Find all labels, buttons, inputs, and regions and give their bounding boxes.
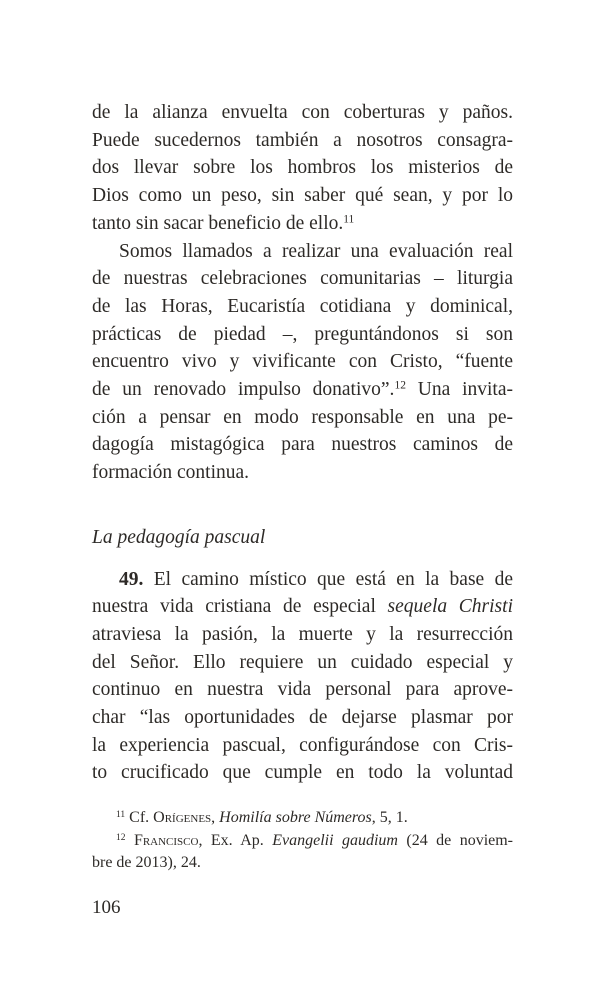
text-line [92, 830, 513, 853]
text-line [92, 348, 513, 376]
text-segment: Evangelii gaudium [272, 831, 398, 849]
text-line [92, 621, 513, 649]
paragraph-3 [92, 566, 513, 788]
text-segment: , [211, 809, 220, 826]
paragraph-1 [92, 99, 513, 238]
text-line [92, 127, 513, 155]
text-line [92, 807, 513, 830]
text-segment: de la alianza envuelta con coberturas y paños. [92, 102, 513, 123]
text-segment: ción a pensar en modo responsable en una pe- [92, 406, 513, 428]
text-line [92, 524, 513, 552]
footnotes-block [92, 807, 513, 875]
footnote-reference: 11 [116, 810, 126, 820]
text-line [92, 759, 513, 787]
text-line [92, 566, 513, 594]
text-segment: tanto sin sacar beneficio de ello. [92, 212, 344, 234]
text-segment: Dios como un peso, sin saber qué sean, y por lo [92, 185, 513, 207]
text-segment: , 5, 1. [371, 809, 408, 826]
text-segment: prácticas de piedad –, preguntándonos si son [92, 323, 513, 345]
text-line [92, 154, 513, 182]
text-segment: atraviesa la pasión, la muerte y la resurrección [92, 623, 513, 645]
text-segment: Cf. [125, 809, 154, 826]
text-line [92, 732, 513, 760]
text-segment: , Ex. Ap. [198, 831, 273, 849]
text-segment: sequela Christi [387, 596, 513, 618]
text-segment: La pedagogía pascual [92, 526, 266, 548]
text-line [92, 210, 513, 238]
text-segment: El camino místico que está en la base de [143, 568, 513, 590]
section-heading [92, 524, 513, 552]
text-line [92, 676, 513, 704]
text-line [92, 99, 513, 127]
text-segment: bre de 2013), 24. [92, 854, 201, 871]
footnote-reference: 12 [394, 379, 406, 392]
text-segment: continuo en nuestra vida personal para aprove- [92, 679, 513, 701]
text-segment: Somos llamados a realizar una evaluación real [119, 240, 513, 262]
text-line [92, 431, 513, 459]
main-text-column [92, 99, 513, 787]
text-segment: de un renovado impulso donativo”. [92, 379, 395, 401]
text-segment: (24 de noviem- [397, 831, 514, 849]
text-line [92, 293, 513, 321]
text-segment: encuentro vivo y vivificante con Cristo, “fuente [92, 351, 513, 373]
text-segment: Una invita- [405, 379, 514, 401]
text-segment: to crucificado que cumple en todo la voluntad [92, 762, 513, 784]
text-segment: de nuestras celebraciones comunitarias – liturgia [92, 268, 513, 290]
text-segment: formación continua. [92, 462, 250, 484]
text-line [92, 704, 513, 732]
text-line [92, 404, 513, 432]
footnote-reference: 11 [343, 213, 355, 226]
footnote-reference: 12 [116, 832, 126, 843]
text-segment: Francisco [133, 831, 199, 849]
text-segment: Homilía sobre Números [219, 809, 372, 826]
text-segment: dagogía mistagógica para nuestros caminos de [92, 434, 513, 456]
text-line [92, 182, 513, 210]
text-line [92, 649, 513, 677]
text-segment: nuestra vida cristiana de especial [92, 596, 388, 618]
paragraph-2 [92, 238, 513, 487]
text-segment: Puede sucedernos también a nosotros consagra- [92, 129, 513, 151]
text-line [92, 238, 513, 266]
text-segment: dos llevar sobre los hombros los misterios de [92, 157, 513, 179]
text-segment: char “las oportunidades de dejarse plasmar por [92, 707, 513, 729]
text-line [92, 852, 513, 875]
text-line [92, 321, 513, 349]
text-line [92, 265, 513, 293]
text-line [92, 459, 513, 487]
page-number: 106 [92, 897, 121, 918]
text-segment: Orígenes [153, 809, 212, 826]
text-segment: 49. [119, 568, 144, 590]
text-line [92, 376, 513, 404]
text-segment: de las Horas, Eucaristía cotidiana y dominical, [92, 295, 513, 317]
text-line [92, 593, 513, 621]
text-segment: del Señor. Ello requiere un cuidado especial y [92, 651, 513, 673]
text-segment: la experiencia pascual, configurándose con Cris- [92, 734, 513, 756]
text-segment [126, 832, 134, 849]
